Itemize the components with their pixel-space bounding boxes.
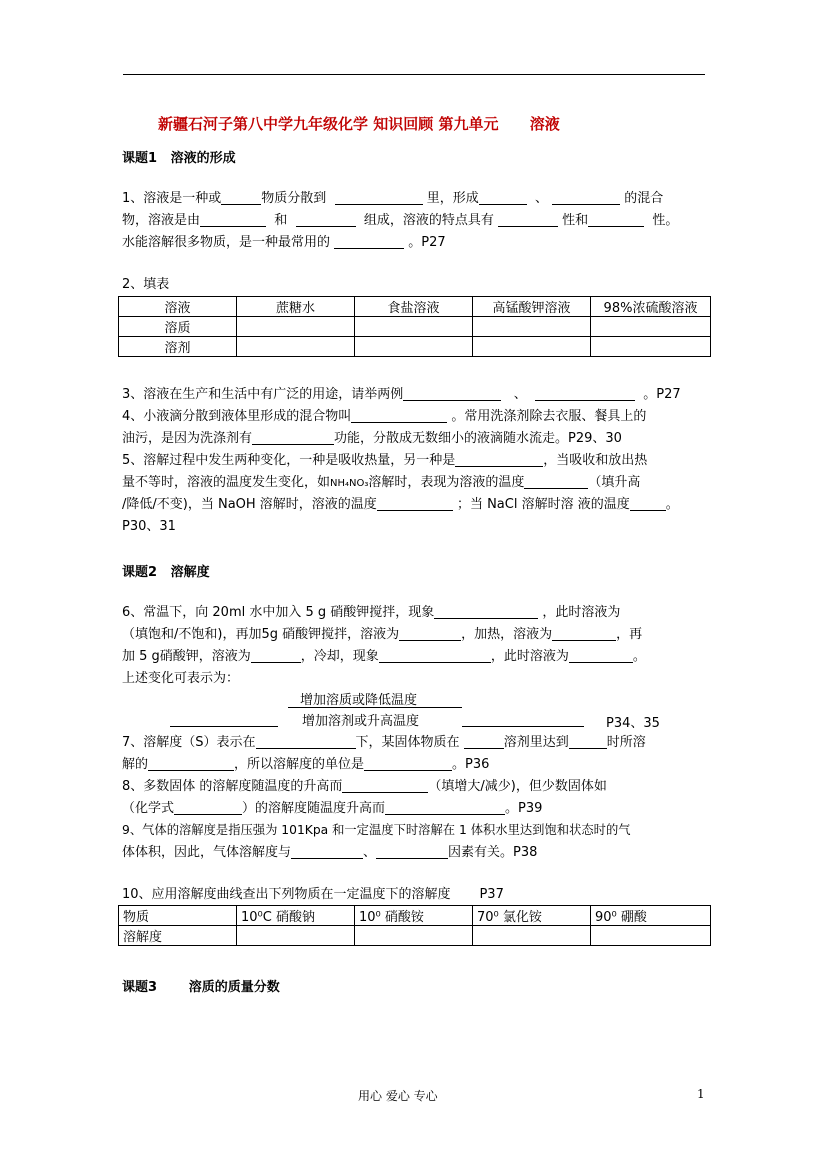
blank[interactable] [588, 212, 644, 227]
footer-motto: 用心 爱心 专心 [358, 1089, 438, 1103]
header-rule [123, 74, 705, 75]
blank[interactable] [552, 190, 620, 205]
answer-cell[interactable] [237, 337, 355, 357]
answer-cell[interactable] [355, 317, 473, 337]
table-row [119, 317, 711, 337]
blank[interactable] [403, 386, 501, 401]
blank[interactable] [256, 734, 356, 749]
table-header-cell: 10⁰ 硝酸铵 [355, 906, 473, 926]
blank[interactable] [335, 190, 423, 205]
q9-line-2: 体体积，因此，气体溶解度与 、 因素有关。P38 [122, 845, 538, 860]
row-label-solubility: 溶解度 [119, 926, 237, 946]
table-header-cell: 高锰酸钾溶液 [473, 297, 591, 317]
q5-line-4: P30、31 [122, 519, 176, 534]
table-row [119, 337, 711, 357]
page-ref: P34、35 [606, 716, 660, 731]
q8-line-2: （化学式 ）的溶解度随温度升高而 。P39 [122, 801, 543, 816]
blank[interactable] [385, 800, 505, 815]
blank[interactable] [464, 734, 504, 749]
q4-line-1: 4、小液滴分散到液体里形成的混合物叫 。常用洗涤剂除去衣服、餐具上的 [122, 409, 647, 424]
q8-line-1: 8、多数固体 的溶解度随温度的升高而 （填增大/减少)，但少数固体如 [122, 779, 607, 794]
q1-line-3: 水能溶解很多物质，是一种最常用的 。P27 [122, 235, 446, 250]
blank[interactable] [364, 756, 452, 771]
q1-line-1: 1、溶液是一种或 物质分散到 里，形成 、 的混合 [122, 191, 664, 206]
blank[interactable] [377, 496, 453, 511]
blank[interactable] [399, 626, 461, 641]
blank[interactable] [434, 604, 538, 619]
q4-line-2: 油污，是因为洗涤剂有 功能，分散成无数细小的液滴随水流走。P29、30 [122, 431, 622, 446]
row-label-solute: 溶质 [119, 317, 237, 337]
blank[interactable] [630, 496, 666, 511]
q5-line-3: /降低/不变)，当 NaOH 溶解时，溶液的温度 ；当 NaCl 溶解时溶 液的温度 。 [122, 497, 679, 512]
blank[interactable] [552, 626, 616, 641]
answer-cell[interactable] [237, 317, 355, 337]
blank[interactable] [296, 212, 356, 227]
q6-line-3: 加 5 g硝酸钾，溶液为 ，冷却，现象 ，此时溶液为 。 [122, 649, 646, 664]
q3-line: 3、溶液在生产和生活中有广泛的用途，请举两例 、 。P27 [122, 387, 681, 402]
table-row [119, 926, 711, 946]
blank[interactable] [342, 778, 428, 793]
q10-label: 10、应用溶解度曲线查出下列物质在一定温度下的溶解度 P37 [122, 887, 504, 902]
blank[interactable] [334, 234, 404, 249]
table-header-cell: 物质 [119, 906, 237, 926]
blank[interactable] [251, 648, 301, 663]
q7-line-1: 7、溶解度（S）表示在 下，某固体物质在 溶剂里达到 时所溶 [122, 735, 646, 750]
table-header-cell: 食盐溶液 [355, 297, 473, 317]
section-heading-3: 课题3 溶质的质量分数 [122, 980, 280, 995]
blank[interactable] [148, 756, 234, 771]
table-header-row [119, 297, 711, 317]
arrow-label-top: 增加溶质或降低温度 [300, 693, 418, 708]
blank[interactable] [200, 212, 266, 227]
blank[interactable] [291, 844, 363, 859]
table-header-row [119, 906, 711, 926]
answer-cell[interactable] [355, 926, 473, 946]
q1-line-2: 物，溶液是由 和 组成，溶液的特点具有 性和 性。 [122, 213, 679, 228]
blank[interactable] [351, 408, 447, 423]
blank[interactable] [569, 648, 633, 663]
q6-line-2: （填饱和/不饱和)，再加5g 硝酸钾搅拌，溶液为 ，加热，溶液为 ，再 [122, 627, 643, 642]
q6-line-4: 上述变化可表示为： [122, 671, 240, 686]
blank[interactable] [479, 190, 527, 205]
blank[interactable] [170, 726, 278, 727]
arrow-label-bottom: 增加溶剂或升高温度 [302, 714, 420, 729]
table-header-cell: 98%浓硫酸溶液 [591, 297, 711, 317]
q2-label: 2、填表 [122, 277, 170, 292]
table-solutions [118, 296, 711, 357]
q5-line-1: 5、溶解过程中发生两种变化，一种是吸收热量，另一种是 ，当吸收和放出热 [122, 453, 648, 468]
blank[interactable] [462, 726, 584, 727]
table-solubility [118, 905, 711, 946]
q6-line-1: 6、常温下，向 20ml 水中加入 5 g 硝酸钾搅拌，现象 ，此时溶液为 [122, 605, 621, 620]
table-header-cell: 10⁰C 硝酸钠 [237, 906, 355, 926]
answer-cell[interactable] [473, 337, 591, 357]
section-heading-1: 课题1 溶液的形成 [122, 151, 236, 166]
answer-cell[interactable] [591, 337, 711, 357]
blank[interactable] [535, 386, 635, 401]
answer-cell[interactable] [591, 926, 711, 946]
answer-cell[interactable] [473, 317, 591, 337]
blank[interactable] [174, 800, 242, 815]
blank[interactable] [376, 844, 448, 859]
section-heading-2: 课题2 溶解度 [122, 565, 210, 580]
table-header-cell: 70⁰ 氯化铵 [473, 906, 591, 926]
answer-cell[interactable] [355, 337, 473, 357]
blank[interactable] [379, 648, 491, 663]
row-label-solvent: 溶剂 [119, 337, 237, 357]
table-header-cell: 蔗糖水 [237, 297, 355, 317]
blank[interactable] [455, 452, 543, 467]
answer-cell[interactable] [473, 926, 591, 946]
blank[interactable] [498, 212, 558, 227]
answer-cell[interactable] [591, 317, 711, 337]
blank[interactable] [252, 430, 334, 445]
q5-line-2: 量不等时，溶液的温度发生变化，如NH₄NO₃溶解时，表现为溶液的温度 （填升高 [122, 475, 641, 490]
answer-cell[interactable] [237, 926, 355, 946]
blank[interactable] [221, 190, 261, 205]
table-header-cell: 90⁰ 硼酸 [591, 906, 711, 926]
blank[interactable] [524, 474, 588, 489]
page-number: 1 [697, 1087, 705, 1101]
page-title: 新疆石河子第八中学九年级化学 知识回顾 第九单元 溶液 [158, 115, 560, 133]
table-header-cell: 溶液 [119, 297, 237, 317]
q9-line-1: 9、气体的溶解度是指压强为 101Kpa 和一定温度下时溶解在 1 体积水里达到饱和状态时的气 [122, 823, 631, 837]
blank[interactable] [569, 734, 607, 749]
arrow-line [288, 707, 462, 708]
q7-line-2: 解的 ，所以溶解度的单位是 。P36 [122, 757, 490, 772]
